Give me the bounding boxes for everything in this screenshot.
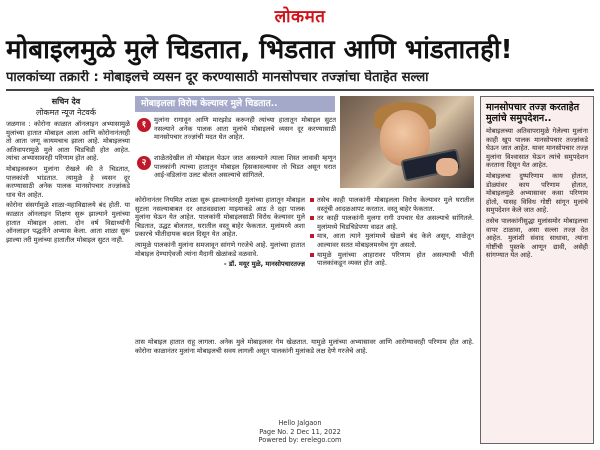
paragraph: कोरोना संसर्गामुळे शाळा-महाविद्यालये बंद होती. या काळात ऑनलाइन शिक्षण सुरू झाल्याने मुलांच्या हातात मोबाइल आला. दोन वर्ष विद्यार्थ्यांनी ऑनलाइन पद्धतीने अभ्यास केला. आता शाळा सुरू झाल्या तरी मुलांच्या हातातील मोबाइल सुटत नाही. [6,201,130,244]
page-footer [0,419,600,445]
box-title: मोबाइलला विरोध केल्यावर मुले चिडतात.. [135,96,335,112]
paragraph: मोबाइलच्या अतिवापरामुळे गेलेल्या मुलांना काही खूप पालक मानसोपचार तज्ज्ञांकडे घेऊन जात आहेत. यावर मानसोपचार तज्ज्ञ मुलांना विश्वासात घेऊन त्यांचे समुपदेशन करताना दिसून येत आहेत. [486,127,588,170]
paragraph: मोबाइलचा दुष्परिणाम काय होतात, डोळ्यांवर काय परिणाम होतात, मोबाइलमुळे अभ्यासावर कसा परिणाम होतो, यासह विविध गोष्टी सांगून मुलांचे समुपदेशन केले जात आहे. [486,171,588,215]
subheadline: पालकांच्या तक्रारी : मोबाइलचे व्यसन दूर करण्यासाठी मानसोपचार तज्ज्ञांचा घेताहेत सल्ला [6,70,429,85]
sidebar-title: मानसोपचार तज्ज्ञ करताहेत मुलांचे समुपदेशन.. [486,102,580,124]
headline-divider [6,89,594,91]
photo-hand [436,158,458,176]
paragraph: जळगाव : कोरोना काळात ऑनलाइन अभ्यासामुळे मुलांच्या हातात मोबाइल आला आणि कोरोनानंतरही तो आता जणू कायमचाच झाला आहे. मोबाइलच्या अतिवापरामुळे मुले आता चिडचिडी होत आहेत. त्यांचा अभ्यासावरही परिणाम होत आहे. [6,120,130,163]
footer-edition: Hello Jalgaon [278,419,322,427]
expert-signoff: - डॉ. मयूर मुळे, मानसोपचारतज्ज्ञ [223,260,305,269]
masthead [0,0,600,30]
paragraph: मोबाइलवरून मुलांना रोखले की ते चिडतात, पालकांशी भांडतात. त्यामुळे हे व्यसन दूर करण्यासाठी अनेक पालक मानसोपचार तज्ज्ञांकडे धाव घेत आहेत. [6,164,130,199]
author-org: लोकमत न्यूज नेटवर्क [35,108,97,117]
bullet-item: तर काही पालकांनी मुलगा रागी उपचार घेत असल्याचे सांगितले. मुलांमध्ये चिडचिडेपणा वाढत आहे. [310,214,474,231]
point-text: मुलांना रागावून आणि मारझोड करूनही त्यांच्या हातातून मोबाइल सुटत नसल्याने अनेक पालक आता मुलांचे मोबाइलचे व्यसन दूर करण्यासाठी मानसोपचार तज्ज्ञांची मदत घेत आहेत. [154,116,336,142]
child-with-phone-photo [340,96,474,188]
box-point-2 [154,154,336,190]
point-number-1: १ [137,118,151,132]
paragraph: त्यामुळे पालकांनी मुलांना समजावून सांगणे गरजेचे आहे. मुलांच्या हातात मोबाइल देण्याऐवजी त्यांना मैदानी खेळांकडे वळवावे. [135,240,305,258]
paragraph: तसेच पालकांनीसुद्धा मुलांसमोर मोबाइलचा वापर टाळावा, असा सल्ला तज्ज्ञ देत आहेत. मुलांशी संवाद साधावा, त्यांना गोष्टींची पुस्तके आणून द्यावी, असेही सांगण्यात येत आहे. [486,216,588,260]
bullet-list [310,196,474,334]
newspaper-logo: लोकमत [274,7,326,27]
article-column-bottom [135,338,474,396]
author-name: सचिन देव [51,97,81,106]
box-point-1 [154,116,336,152]
point-text: शाळेतदेखील तो मोबाइल घेऊन जात असल्याने त्याला शिस्त लावावी म्हणून पालकांनी त्याच्या हातातून मोबाइल हिसकावल्यावर तो चिडत असून घरात आई-वडिलांना उलट बोलत असल्याचे सांगितले. [154,154,336,180]
article-column-1 [6,120,130,396]
footer-powered-by: Powered by: erelego.com [258,436,342,445]
footer-page-date: Page No. 2 Dec 11, 2022 [259,427,341,436]
bullet-item: मात्र, आता त्याने मुलांमध्ये खेळणे बंद केले असून, शाळेतून आल्यावर सतत मोबाइलमध्येच गुंग असतो. [310,232,474,249]
paragraph: कोरोनानंतर नियमित शाळा सुरू झाल्यानंतरही मुलांच्या हातातून मोबाइल सुटला नसल्याबाबत दर आठवड्याला माझ्याकडे आठ ते दहा पालक मुलांना घेऊन येत आहेत. पालकांनी मोबाइलसाठी विरोध केल्यावर मुले चिडतात, उद्धट बोलतात, घरातील वस्तू बाहेर फेकतात. मुलांमध्ये अशा प्रकारचे भीतीदायक बदल दिसून येत आहेत. [135,196,305,239]
headline: मोबाइलमुळे मुले चिडतात, भिडतात आणि भांडतातही! [6,35,513,65]
article-column-2 [135,196,305,334]
byline [6,96,126,118]
point-number-2: २ [137,156,151,170]
bullet-item: तसेच काही पालकांनी मोबाइलला विरोध केल्यावर मुले घरातील वस्तूंची आदळआपट करतात. वस्तू बाहेर फेकतात. [310,196,474,213]
sidebar-body [481,127,593,427]
sidebar-box [480,96,594,444]
paragraph: तास मोबाइल हातात राहू लागला. अनेक मुले मोबाइलवर गेम खेळतात. यामुळे मुलांच्या अभ्यासावर आणि आरोग्यावरही परिणाम होत आहे. कोरोना काळानंतर मुलांना मोबाइलची सवय लागली असून पालकांनी मुलांकडे लक्ष देणे गरजेचे आहे. [135,338,474,355]
bullet-item: यामुळे मुलांच्या आहारावर परिणाम होत असल्याची भीती पालकांकडून व्यक्त होत आहे. [310,251,474,268]
